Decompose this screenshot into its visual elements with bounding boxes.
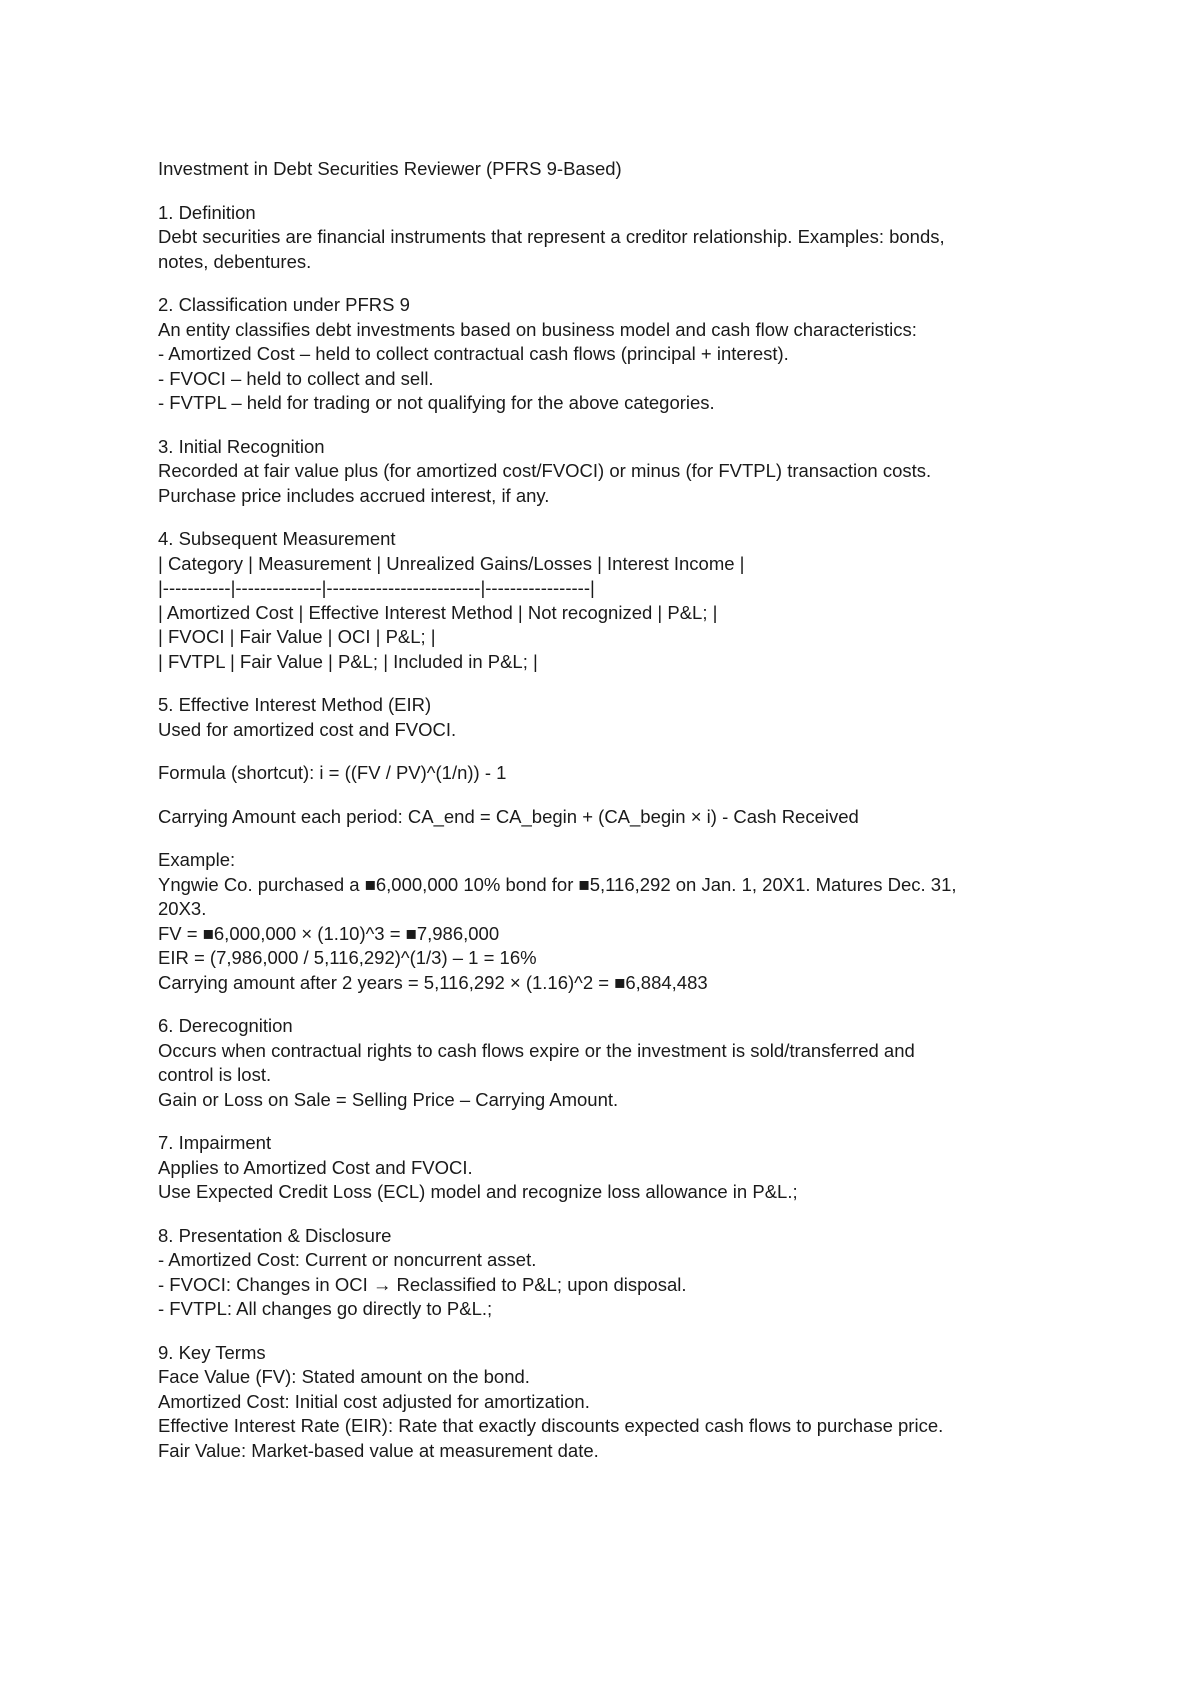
example-line: EIR = (7,986,000 / 5,116,292)^(1/3) – 1 = 16% <box>158 947 537 968</box>
section-heading: 9. Key Terms <box>158 1341 266 1363</box>
body-line: Use Expected Credit Loss (ECL) model and recognize loss allowance in P&L.; <box>158 1181 798 1202</box>
term-line: Face Value (FV): Stated amount on the bond. <box>158 1366 530 1387</box>
example-line: Yngwie Co. purchased a ■6,000,000 10% bond for ■5,116,292 on Jan. 1, 20X1. Matures Dec. 31, <box>158 873 957 895</box>
example-line: Carrying amount after 2 years = 5,116,292 × (1.16)^2 = ■6,884,483 <box>158 971 708 993</box>
example-label: Example: <box>158 849 236 870</box>
body-line: Used for amortized cost and FVOCI. <box>158 718 457 740</box>
example-line: 20X3. <box>158 898 207 919</box>
list-item: - FVTPL – held for trading or not qualifying for the above categories. <box>158 392 715 413</box>
section-derecognition <box>158 1014 1058 1112</box>
body-line: Applies to Amortized Cost and FVOCI. <box>158 1156 473 1178</box>
section-heading: 3. Initial Recognition <box>158 435 325 457</box>
formula-line: Carrying Amount each period: CA_end = CA_begin + (CA_begin × i) - Cash Received <box>158 805 859 827</box>
document-page <box>158 157 1058 1463</box>
section-definition <box>158 201 1058 275</box>
section-heading: 8. Presentation & Disclosure <box>158 1224 392 1246</box>
section-heading: 5. Effective Interest Method (EIR) <box>158 694 432 715</box>
table-row: | Amortized Cost | Effective Interest Method | Not recognized | P&L; | <box>158 601 718 623</box>
body-line: An entity classifies debt investments based on business model and cash flow characteristics: <box>158 318 917 340</box>
table-separator-row: |-----------|--------------|-------------------------|-----------------| <box>158 577 595 598</box>
section-initial-recognition <box>158 435 1058 509</box>
list-item: - FVOCI: Changes in OCI → Reclassified to P&L; upon disposal. <box>158 1273 687 1295</box>
formula-block <box>158 761 1058 786</box>
list-item: - FVOCI – held to collect and sell. <box>158 367 434 389</box>
body-line: Purchase price includes accrued interest, if any. <box>158 484 550 506</box>
body-line: control is lost. <box>158 1064 272 1085</box>
section-impairment <box>158 1131 1058 1205</box>
example-line: FV = ■6,000,000 × (1.10)^3 = ■7,986,000 <box>158 922 500 944</box>
section-heading: 6. Derecognition <box>158 1015 293 1036</box>
body-line: Recorded at fair value plus (for amortized cost/FVOCI) or minus (for FVTPL) transaction costs. <box>158 460 932 481</box>
list-item: - FVTPL: All changes go directly to P&L.; <box>158 1298 493 1319</box>
section-heading: 7. Impairment <box>158 1132 272 1153</box>
body-line: Occurs when contractual rights to cash flows expire or the investment is sold/transferred and <box>158 1039 915 1061</box>
document-title: Investment in Debt Securities Reviewer (PFRS 9-Based) <box>158 158 622 179</box>
body-line: Debt securities are financial instruments that represent a creditor relationship. Examples: bonds, <box>158 226 945 247</box>
table-header-row: | Category | Measurement | Unrealized Gains/Losses | Interest Income | <box>158 552 745 574</box>
section-classification <box>158 293 1058 416</box>
section-heading: 1. Definition <box>158 201 256 223</box>
section-heading: 2. Classification under PFRS 9 <box>158 294 410 315</box>
section-heading: 4. Subsequent Measurement <box>158 528 396 549</box>
body-line: Gain or Loss on Sale = Selling Price – Carrying Amount. <box>158 1088 619 1110</box>
section-key-terms <box>158 1341 1058 1464</box>
carrying-amount-block <box>158 805 1058 830</box>
term-line: Fair Value: Market-based value at measurement date. <box>158 1439 599 1461</box>
section-subsequent-measurement <box>158 527 1058 674</box>
list-item: - Amortized Cost: Current or noncurrent asset. <box>158 1249 537 1270</box>
table-row: | FVOCI | Fair Value | OCI | P&L; | <box>158 626 436 647</box>
body-line: notes, debentures. <box>158 250 312 272</box>
term-line: Effective Interest Rate (EIR): Rate that exactly discounts expected cash flows to purchase price. <box>158 1415 944 1436</box>
section-presentation-disclosure <box>158 1224 1058 1322</box>
formula-line: Formula (shortcut): i = ((FV / PV)^(1/n)) - 1 <box>158 762 507 783</box>
section-effective-interest-method <box>158 693 1058 995</box>
table-row: | FVTPL | Fair Value | P&L; | Included in P&L; | <box>158 650 538 672</box>
example-block <box>158 848 1058 995</box>
list-item: - Amortized Cost – held to collect contractual cash flows (principal + interest). <box>158 343 789 364</box>
term-line: Amortized Cost: Initial cost adjusted for amortization. <box>158 1390 590 1412</box>
